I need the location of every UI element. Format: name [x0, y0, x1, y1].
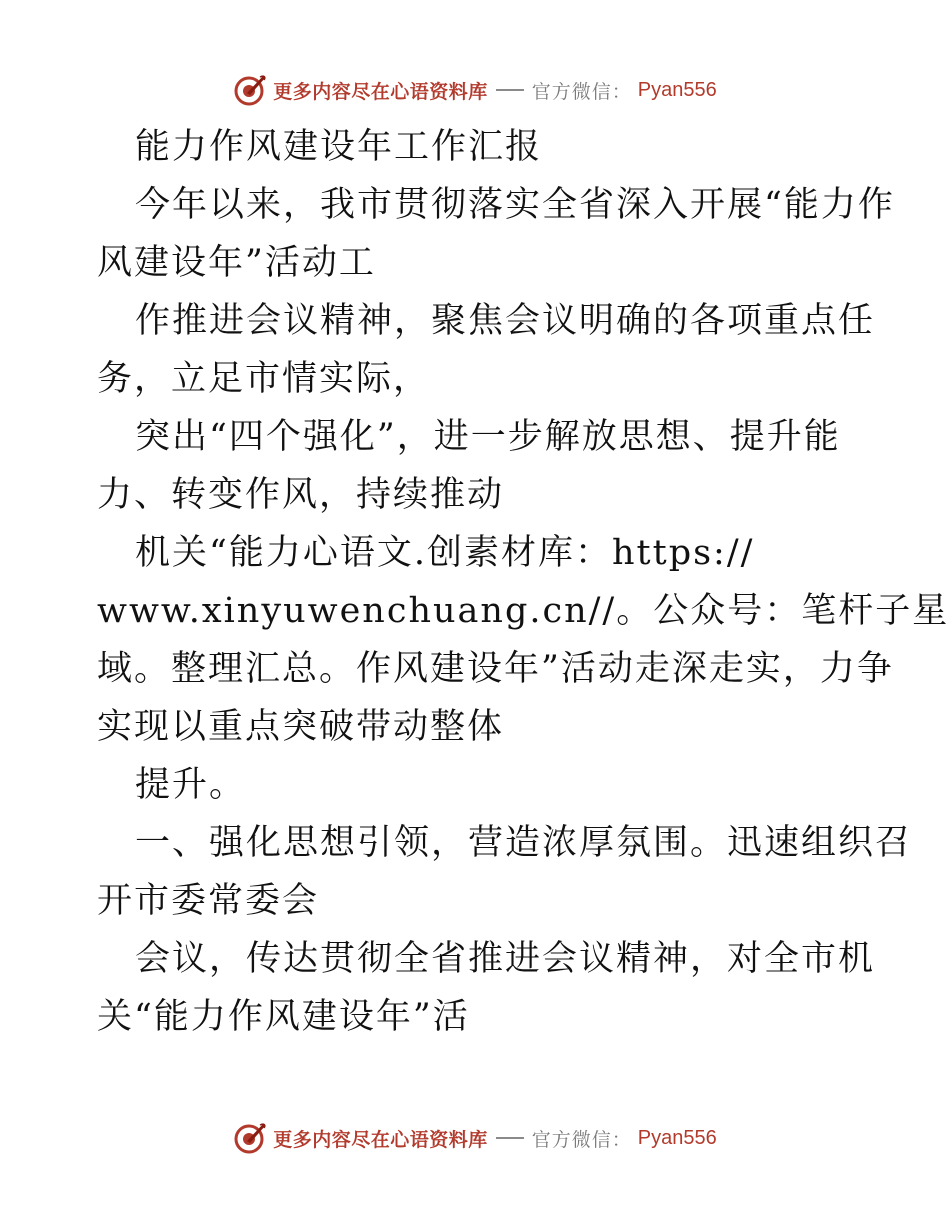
paragraph-line-url: www.xinyuwenchuang.cn//。公众号：笔杆子星: [97, 591, 950, 631]
paragraph-line: 关“能力作风建设年”活: [97, 997, 470, 1037]
header-wechat-label: 官方微信：: [531, 80, 632, 103]
header-wechat-id: Pyan556: [637, 78, 717, 101]
footer-site-text: 更多内容尽在心语资料库: [273, 1128, 488, 1151]
paragraph-line: 作推进会议精神，聚焦会议明确的各项重点任: [135, 301, 876, 341]
quill-pen-logo-icon: [233, 73, 267, 107]
paragraph-line: 机关“能力心语文.创素材库：https://: [135, 533, 755, 573]
footer-banner: [0, 1118, 950, 1158]
paragraph-line: 风建设年”活动工: [97, 243, 376, 283]
header-banner: [0, 70, 950, 110]
paragraph-line: 域。整理汇总。作风建设年”活动走深走实，力争: [97, 649, 894, 689]
footer-wechat-label: 官方微信：: [531, 1128, 632, 1151]
footer-dash: [496, 1137, 524, 1139]
paragraph-line: 提升。: [135, 765, 247, 805]
paragraph-line: 今年以来，我市贯彻落实全省深入开展“能力作: [135, 185, 895, 225]
paragraph-line: 开市委常委会: [97, 881, 320, 921]
paragraph-line: 会议，传达贯彻全省推进会议精神，对全市机: [135, 939, 876, 979]
header-site-text: 更多内容尽在心语资料库: [273, 80, 488, 103]
paragraph-line: 务，立足市情实际，: [97, 359, 431, 399]
document-title: 能力作风建设年工作汇报: [135, 127, 543, 167]
paragraph-line: 实现以重点突破带动整体: [97, 707, 505, 747]
footer-wechat-id: Pyan556: [637, 1126, 717, 1149]
section-heading-line: 一、强化思想引领，营造浓厚氛围。迅速组织召: [135, 823, 913, 863]
quill-pen-logo-icon: [233, 1121, 267, 1155]
header-dash: [496, 89, 524, 91]
document-body: [97, 118, 950, 1046]
paragraph-line: 突出“四个强化”，进一步解放思想、提升能: [135, 417, 841, 457]
paragraph-line: 力、转变作风，持续推动: [97, 475, 505, 515]
